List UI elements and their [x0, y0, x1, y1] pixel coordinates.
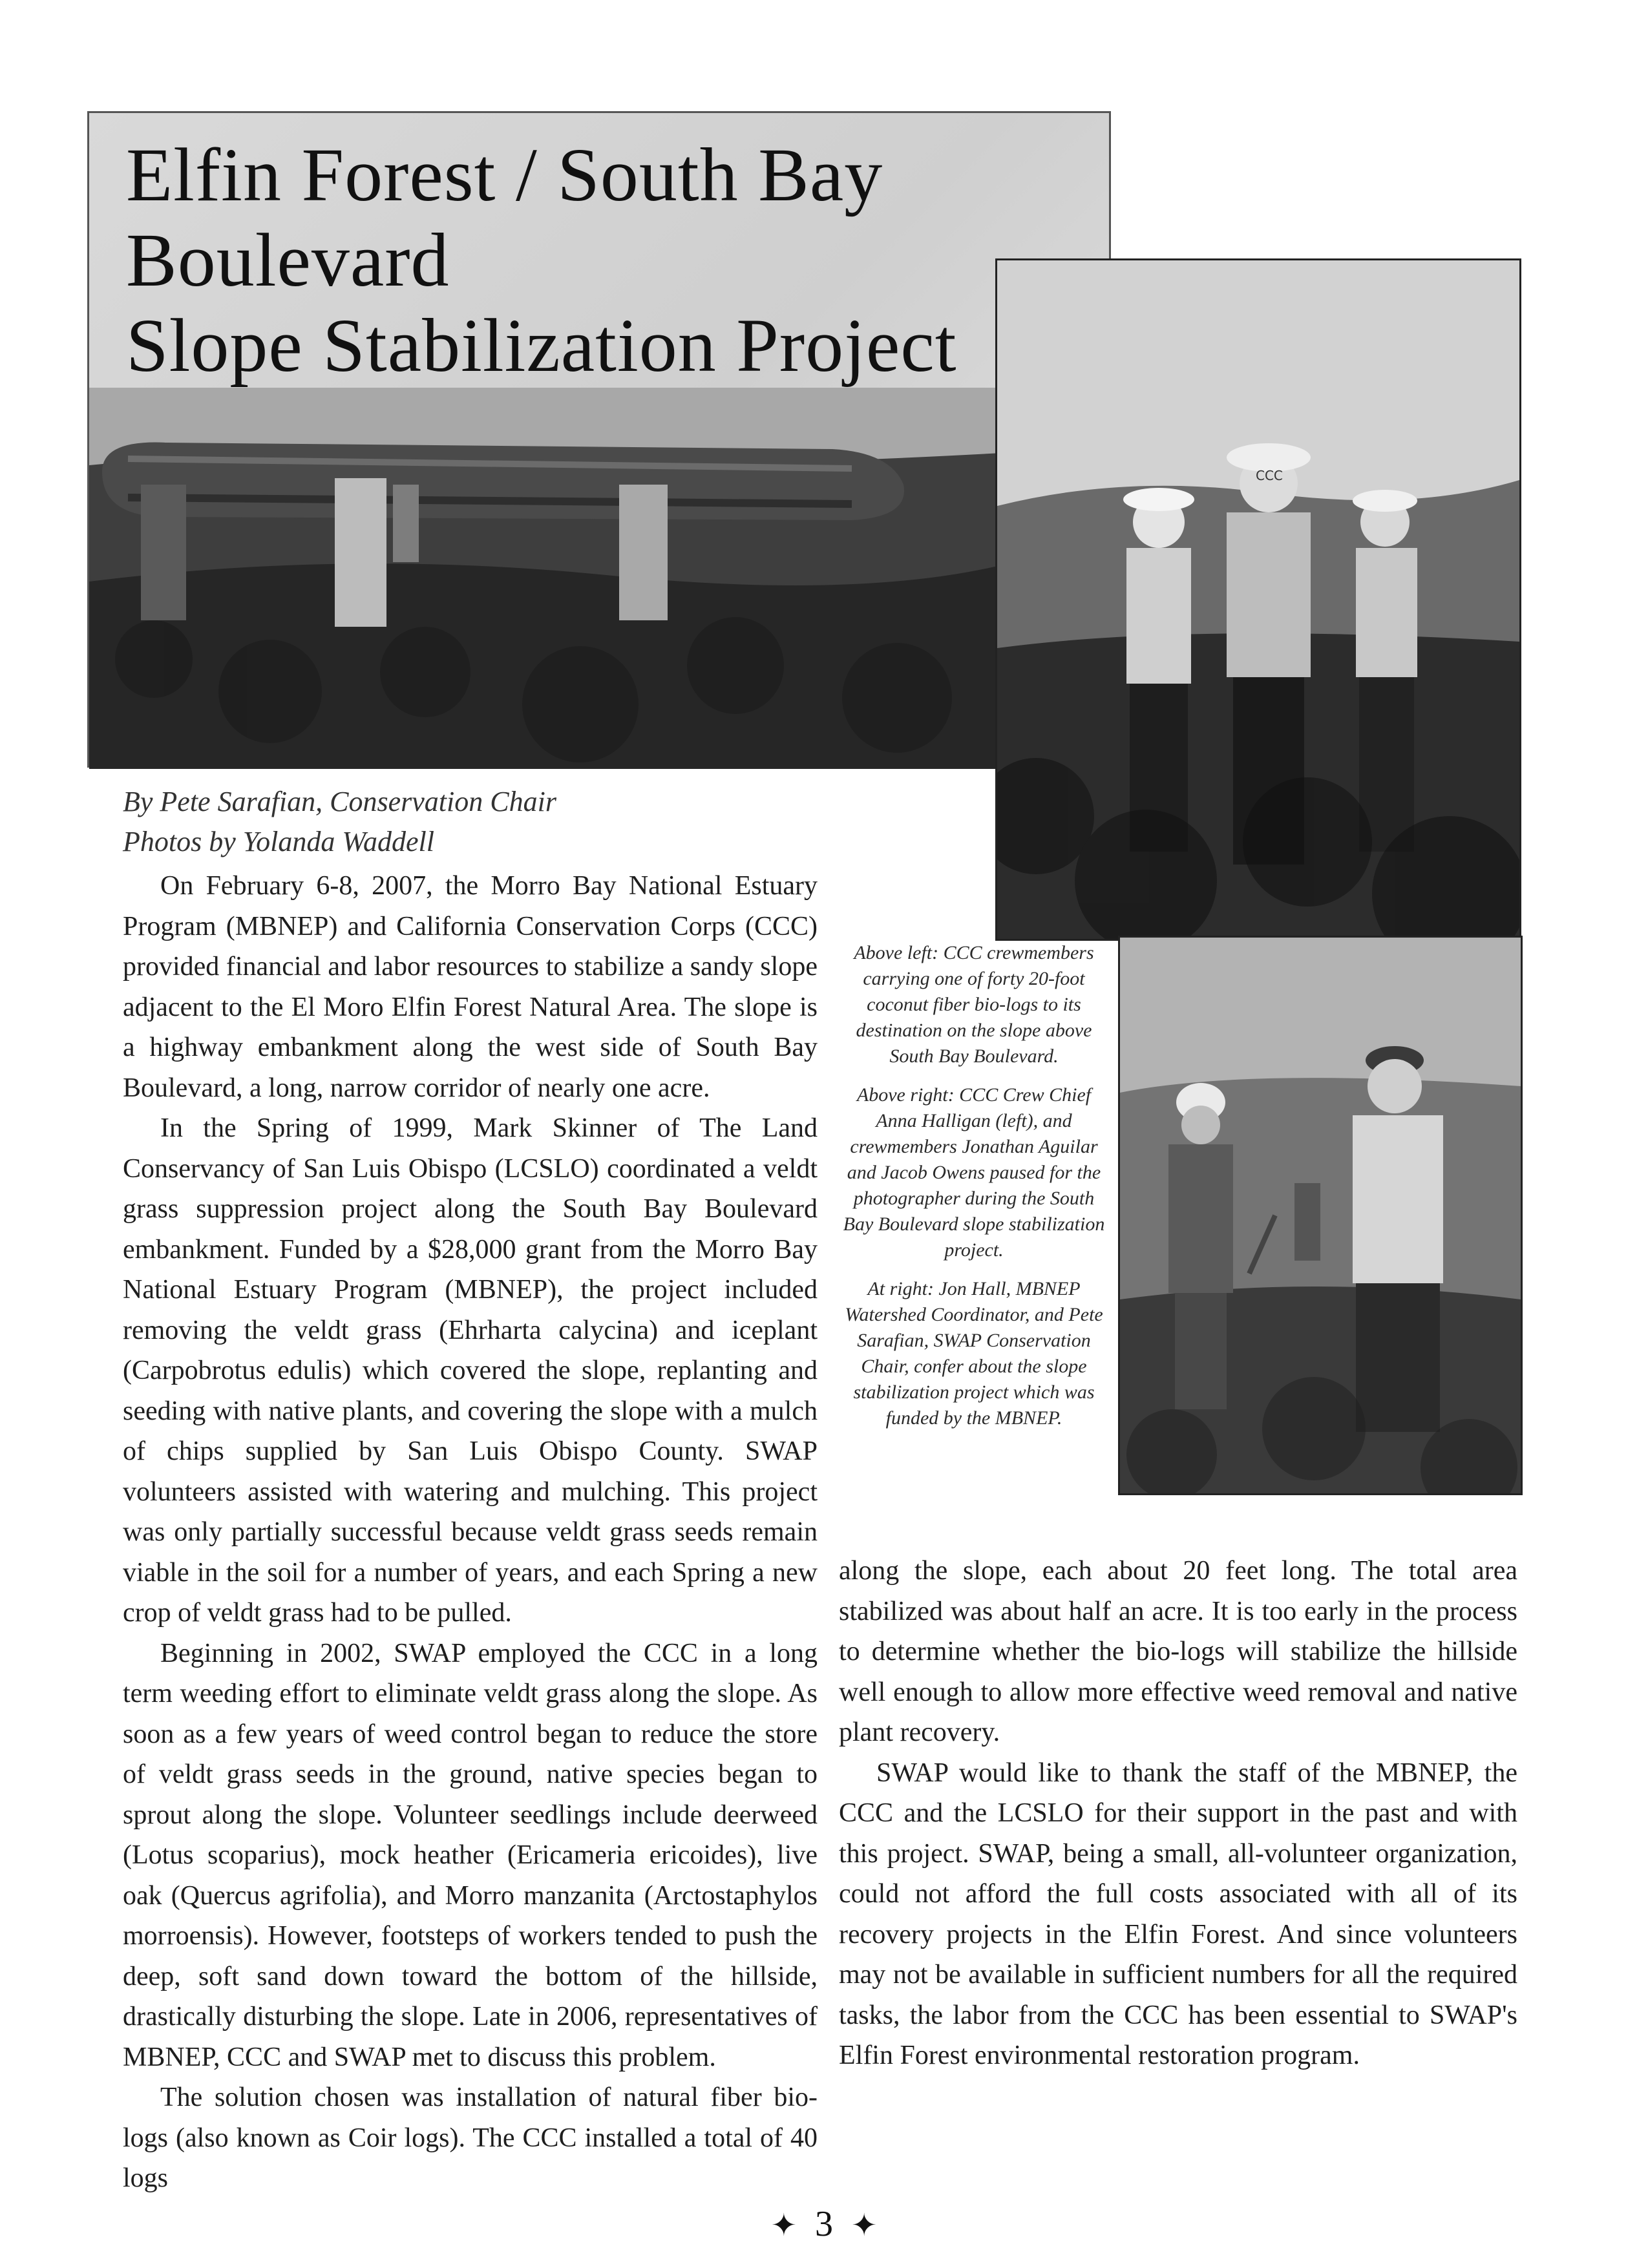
paragraph: Beginning in 2002, SWAP employed the CCC in a long term weeding effort to eliminate veldt grass along the slope. As soon as a few years of weed control began to reduce the store of veldt grass seeds in the ground, native species began to sprout along the slope. Volunteer seedlings include deerweed (Lotus scoparius), mock heather (Ericameria ericoides), live oak (Quercus agrifolia), and Morro manzanita (Arctostaphylos morroensis). However, footsteps of workers tended to push the deep, soft sand down toward the bottom of the hillside, drastically disturbing the slope. Late in 2006, representatives of MBNEP, CCC and SWAP met to discuss this problem. — [123, 1638, 818, 2072]
page-title — [126, 132, 1031, 388]
photo-crew — [995, 258, 1521, 941]
paragraph: On February 6-8, 2007, the Morro Bay National Estuary Program (MBNEP) and California Conservation Corps (CCC) provided financial and labor resources to stabilize a sandy slope adjacent to the El Moro Elfin Forest Natural Area. The slope is a highway embankment along the west side of South Bay Boulevard, a long, narrow corridor of nearly one acre. — [123, 871, 818, 1103]
body-column-left — [123, 866, 818, 2199]
photo-consultation — [1118, 936, 1523, 1495]
crew-hat-text: CCC — [1256, 468, 1283, 483]
caption-above-right: Above right: CCC Crew Chief Anna Halligan (left), and crewmembers Jonathan Aguilar and Jacob Owens paused for the photographer during the South Bay Boulevard slope stabilization project. — [843, 1084, 1105, 1261]
caption-above-left: Above left: CCC crewmembers carrying one of forty 20-foot coconut fiber bio-logs to its destination on the slope above South Bay Boulevard. — [854, 942, 1094, 1067]
paragraph: The solution chosen was installation of natural fiber bio-logs (also known as Coir logs). The CCC installed a total of 40 logs — [123, 2083, 818, 2193]
photo-captions — [839, 940, 1109, 1444]
page-number-footer — [704, 2203, 944, 2245]
title-line-2: Slope Stabilization Project — [126, 303, 957, 388]
byline-photos: Photos by Yolanda Waddell — [123, 826, 435, 857]
paragraph: along the slope, each about 20 feet long. The total area stabilized was about half an acre. It is too early in the process to determine whether the bio-logs will stabilize the hillside well enough to allow more effective weed removal and native plant recovery. — [839, 1556, 1517, 1747]
byline-author: By Pete Sarafian, Conservation Chair — [123, 786, 556, 817]
star-ornament-right: ✦ — [851, 2209, 878, 2243]
photo-biolog-carrying — [89, 388, 1013, 769]
title-line-1: Elfin Forest / South Bay Boulevard — [126, 132, 883, 302]
photo-consultation-illustration — [1120, 938, 1521, 1493]
paragraph: In the Spring of 1999, Mark Skinner of The Land Conservancy of San Luis Obispo (LCSLO) coordinated a veldt grass suppression project along the South Bay Boulevard embankment. Funded by a $28,000 grant from the Morro Bay National Estuary Program (MBNEP), the project included removing the veldt grass (Ehrharta calycina) and iceplant (Carpobrotus edulis) which covered the slope, replanting and seeding with native plants, and covering the slope with a mulch of chips supplied by San Luis Obispo County. SWAP volunteers assisted with watering and mulching. This project was only partially successful because veldt grass seeds remain viable in the soil for a number of years, and each Spring a new crop of veldt grass had to be pulled. — [123, 1113, 818, 1628]
body-column-right — [839, 1551, 1517, 2076]
photo-biolog-illustration — [89, 388, 1013, 769]
paragraph: SWAP would like to thank the staff of the MBNEP, the CCC and the LCSLO for their support in the past and with this project. SWAP, being a small, all-volunteer organization, could not afford the full costs associated with all of its recovery projects in the Elfin Forest. And since volunteers may not be available in sufficient numbers for all the required tasks, the labor from the CCC has been essential to SWAP's Elfin Forest environmental restoration program. — [839, 1758, 1517, 2070]
star-ornament-left: ✦ — [770, 2209, 797, 2243]
photo-crew-illustration — [997, 260, 1519, 939]
page-number: 3 — [815, 2204, 833, 2244]
caption-at-right: At right: Jon Hall, MBNEP Watershed Coordinator, and Pete Sarafian, SWAP Conservation Chair, confer about the slope stabilization project which was funded by the MBNEP. — [845, 1278, 1103, 1429]
